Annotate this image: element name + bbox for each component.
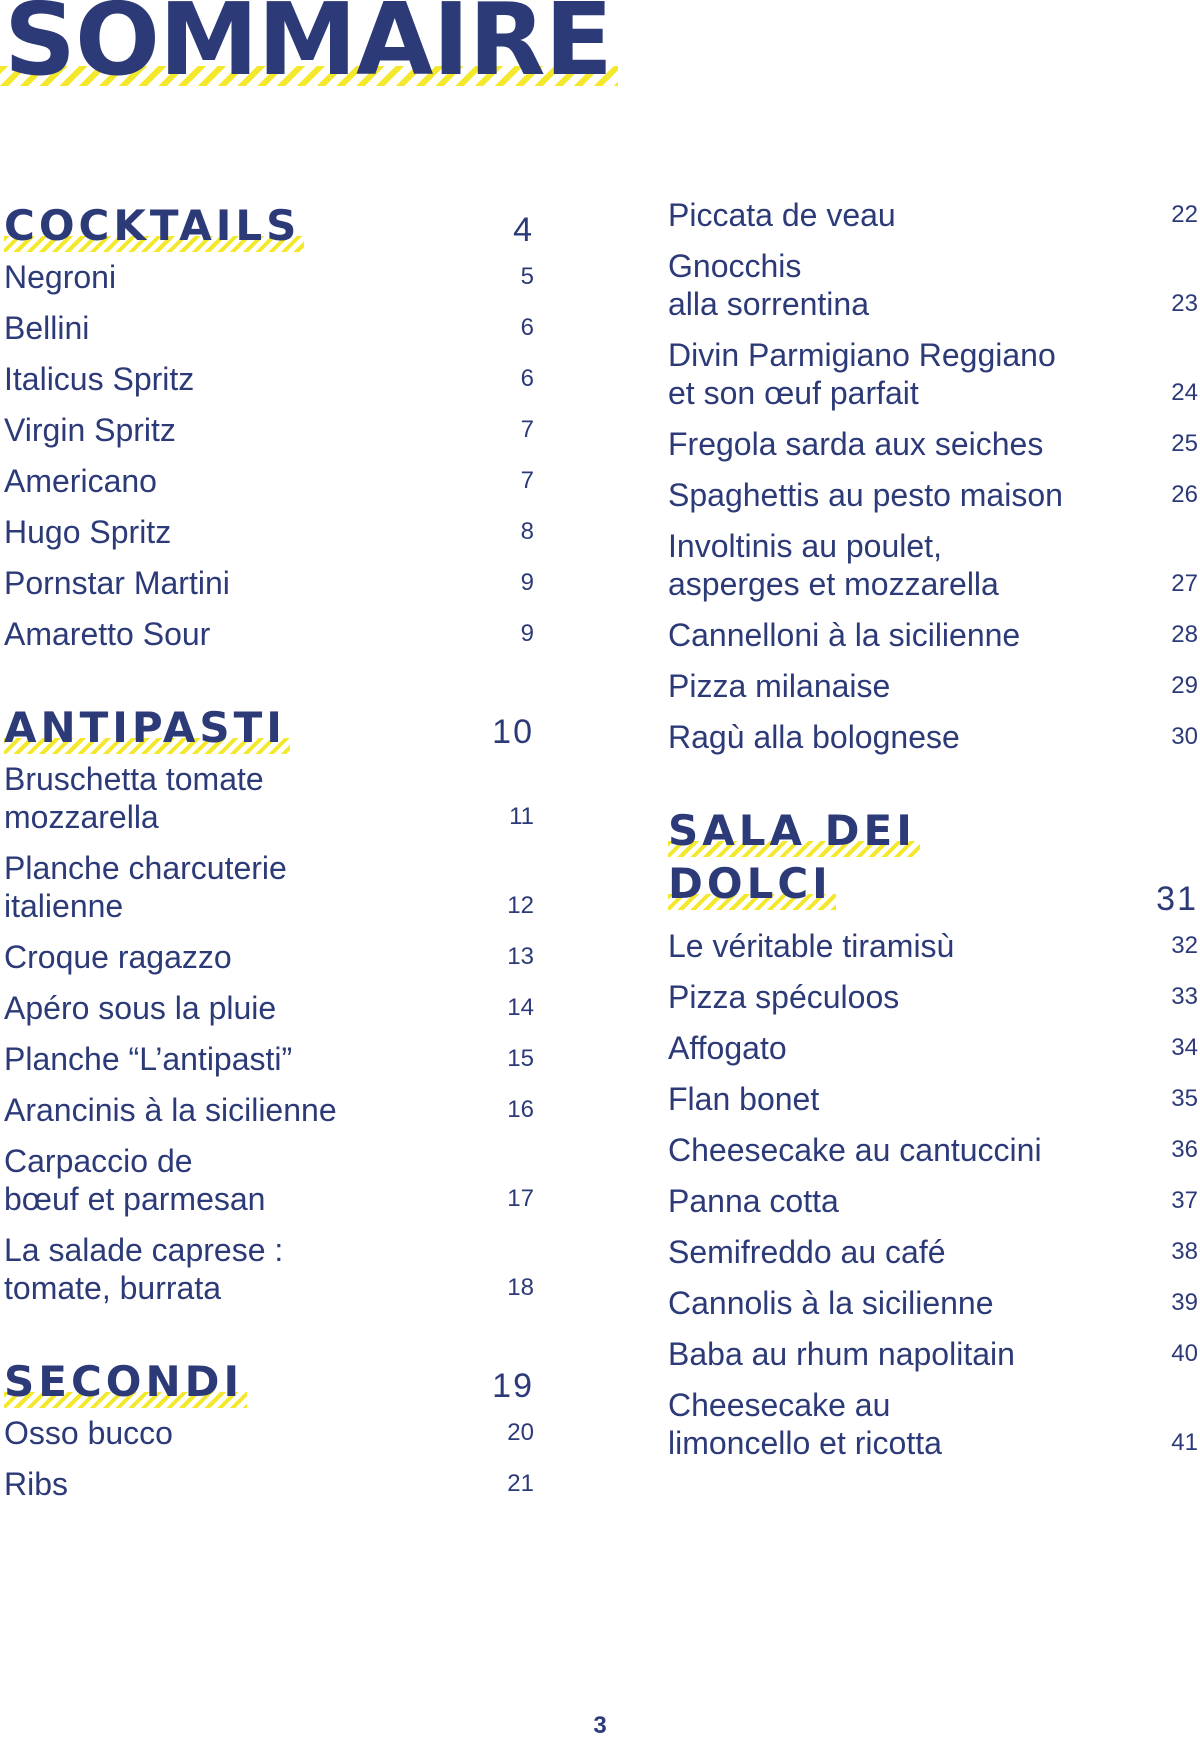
- toc-entry[interactable]: [668, 1080, 1198, 1118]
- toc-entry-title: Pornstar Martini: [4, 565, 230, 601]
- toc-entry-page: 5: [520, 263, 534, 290]
- toc-entry-title: Pizza spéculoos: [668, 979, 900, 1015]
- toc-entry-title: Virgin Spritz: [4, 412, 176, 448]
- toc-entry[interactable]: [668, 336, 1198, 412]
- toc-entry-page: 16: [507, 1096, 534, 1123]
- toc-entry[interactable]: [668, 527, 1198, 603]
- toc-entry-page: 36: [1171, 1136, 1198, 1163]
- toc-entry[interactable]: [4, 564, 534, 602]
- toc-entry-page: 25: [1171, 430, 1198, 457]
- toc-entry-title: Pizza milanaise: [668, 668, 891, 704]
- toc-entry-page: 22: [1171, 201, 1198, 228]
- secondi-continued-list: [668, 196, 1198, 756]
- toc-entry-page: 9: [520, 620, 534, 647]
- toc-entry[interactable]: [4, 760, 534, 836]
- toc-entry[interactable]: [668, 1029, 1198, 1067]
- toc-entry-title: Baba au rhum napolitain: [668, 1336, 1015, 1372]
- toc-entry-title: Apéro sous la pluie: [4, 990, 277, 1026]
- toc-entry-title: Planche “L’antipasti”: [4, 1041, 293, 1077]
- toc-entry-title: Piccata de veau: [668, 197, 896, 233]
- toc-entry[interactable]: [668, 927, 1198, 965]
- dolci-list: [668, 927, 1198, 1462]
- toc-entry-page: 28: [1171, 621, 1198, 648]
- toc-entry-page: 17: [507, 1185, 534, 1212]
- toc-entry-title: Italicus Spritz: [4, 361, 195, 397]
- toc-entry-title: Ribs: [4, 1466, 69, 1502]
- toc-entry-page: 38: [1171, 1238, 1198, 1265]
- toc-entry[interactable]: [668, 1233, 1198, 1271]
- toc-entry[interactable]: [668, 247, 1198, 323]
- toc-entry[interactable]: [4, 1091, 534, 1129]
- toc-entry[interactable]: [4, 411, 534, 449]
- toc-entry-page: 33: [1171, 983, 1198, 1010]
- page-title: SOMMAIRE: [0, 0, 618, 97]
- toc-entry-title: Cannolis à la sicilienne: [668, 1285, 994, 1321]
- section-page-number[interactable]: 31: [1156, 880, 1198, 918]
- toc-entry[interactable]: [668, 1386, 1198, 1462]
- toc-entry[interactable]: [4, 989, 534, 1027]
- toc-entry[interactable]: [4, 615, 534, 653]
- toc-entry-title: Negroni: [4, 259, 117, 295]
- toc-entry-page: 41: [1171, 1429, 1198, 1456]
- toc-entry-title: Panna cotta: [668, 1183, 839, 1219]
- toc-entry-page: 39: [1171, 1289, 1198, 1316]
- toc-entry-title: Amaretto Sour: [4, 616, 211, 652]
- section-header-cocktails: [4, 200, 534, 258]
- toc-entry-page: 23: [1171, 290, 1198, 317]
- toc-entry-page: 18: [507, 1274, 534, 1301]
- toc-entry-title: Le véritable tiramisù: [668, 928, 955, 964]
- toc-entry[interactable]: [4, 1414, 534, 1452]
- section-title: COCKTAILS: [4, 200, 304, 253]
- section-header-antipasti: [4, 702, 534, 760]
- toc-entry[interactable]: [4, 360, 534, 398]
- toc-entry-page: 20: [507, 1419, 534, 1446]
- toc-entry-title: Croque ragazzo: [4, 939, 232, 975]
- toc-entry[interactable]: [668, 718, 1198, 756]
- toc-entry-page: 34: [1171, 1034, 1198, 1061]
- toc-entry-page: 13: [507, 943, 534, 970]
- toc-entry-title: Ragù alla bolognese: [668, 719, 960, 755]
- section-title-line-1: SALA DEI: [668, 805, 920, 858]
- toc-entry-title: Cannelloni à la sicilienne: [668, 617, 1021, 653]
- toc-entry-title: Fregola sarda aux seiches: [668, 426, 1044, 462]
- section-page-number[interactable]: 4: [513, 211, 534, 249]
- toc-entry[interactable]: [668, 1131, 1198, 1169]
- toc-entry[interactable]: [668, 425, 1198, 463]
- section-title: SECONDI: [4, 1356, 247, 1409]
- toc-entry[interactable]: [4, 849, 534, 925]
- toc-entry[interactable]: [668, 1284, 1198, 1322]
- toc-entry[interactable]: [4, 1465, 534, 1503]
- toc-entry-title: La salade caprese : tomate, burrata: [4, 1232, 284, 1306]
- toc-entry[interactable]: [4, 938, 534, 976]
- toc-entry-title: Involtinis au poulet, asperges et mozzarella: [668, 528, 999, 602]
- toc-entry[interactable]: [4, 1142, 534, 1218]
- toc-entry-page: 32: [1171, 932, 1198, 959]
- toc-entry-title: Planche charcuterie italienne: [4, 850, 287, 924]
- toc-entry[interactable]: [668, 196, 1198, 234]
- toc-entry-title: Osso bucco: [4, 1415, 173, 1451]
- toc-entry-page: 11: [509, 803, 534, 830]
- toc-entry-page: 14: [507, 994, 534, 1021]
- toc-entry[interactable]: [4, 309, 534, 347]
- toc-entry-title: Flan bonet: [668, 1081, 820, 1117]
- toc-entry-title: Americano: [4, 463, 157, 499]
- section-title: [668, 805, 952, 910]
- toc-entry-page: 24: [1171, 379, 1198, 406]
- toc-entry-page: 40: [1171, 1340, 1198, 1367]
- page-number: 3: [593, 1712, 607, 1739]
- toc-entry-page: 7: [520, 416, 534, 443]
- toc-entry[interactable]: [4, 258, 534, 296]
- section-page-number[interactable]: 19: [492, 1367, 534, 1405]
- toc-entry-page: 30: [1171, 723, 1198, 750]
- toc-entry-title: Spaghettis au pesto maison: [668, 477, 1063, 513]
- toc-entry[interactable]: [668, 667, 1198, 705]
- toc-entry-title: Cheesecake au cantuccini: [668, 1132, 1042, 1168]
- toc-entry[interactable]: [4, 1040, 534, 1078]
- toc-entry-title: Semifreddo au café: [668, 1234, 946, 1270]
- toc-entry-title: Bellini: [4, 310, 90, 346]
- toc-entry-page: 29: [1171, 672, 1198, 699]
- toc-entry[interactable]: [668, 476, 1198, 514]
- toc-entry[interactable]: [4, 1231, 534, 1307]
- section-header-dolci: [668, 805, 1198, 927]
- section-header-secondi: [4, 1356, 534, 1414]
- toc-entry-page: 8: [520, 518, 534, 545]
- toc-entry-page: 9: [520, 569, 534, 596]
- toc-entry-page: 21: [507, 1470, 534, 1497]
- section-title: ANTIPASTI: [4, 702, 290, 755]
- toc-entry-page: 15: [507, 1045, 534, 1072]
- toc-entry-page: 7: [520, 467, 534, 494]
- right-column: [668, 196, 1198, 1475]
- toc-entry-page: 12: [507, 892, 534, 919]
- toc-entry-title: Divin Parmigiano Reggiano et son œuf parfait: [668, 337, 1056, 411]
- toc-entry-page: 37: [1171, 1187, 1198, 1214]
- toc-entry[interactable]: [668, 978, 1198, 1016]
- toc-entry-title: Gnocchis alla sorrentina: [668, 248, 869, 322]
- toc-entry-title: Cheesecake au limoncello et ricotta: [668, 1387, 942, 1461]
- toc-entry[interactable]: [668, 1335, 1198, 1373]
- toc-entry-page: 6: [520, 365, 534, 392]
- toc-entry[interactable]: [668, 616, 1198, 654]
- toc-entry-title: Affogato: [668, 1030, 787, 1066]
- toc-entry-page: 6: [520, 314, 534, 341]
- left-column: [4, 200, 534, 1516]
- toc-entry-page: 35: [1171, 1085, 1198, 1112]
- section-title-line-2: DOLCI: [668, 858, 836, 911]
- toc-entry[interactable]: [4, 513, 534, 551]
- toc-entry-title: Arancinis à la sicilienne: [4, 1092, 337, 1128]
- toc-entry-title: Bruschetta tomate mozzarella: [4, 761, 264, 835]
- toc-entry[interactable]: [4, 462, 534, 500]
- toc-entry-title: Carpaccio de bœuf et parmesan: [4, 1143, 266, 1217]
- toc-entry-title: Hugo Spritz: [4, 514, 172, 550]
- section-page-number[interactable]: 10: [492, 713, 534, 751]
- toc-entry-page: 26: [1171, 481, 1198, 508]
- toc-entry-page: 27: [1171, 570, 1198, 597]
- toc-entry[interactable]: [668, 1182, 1198, 1220]
